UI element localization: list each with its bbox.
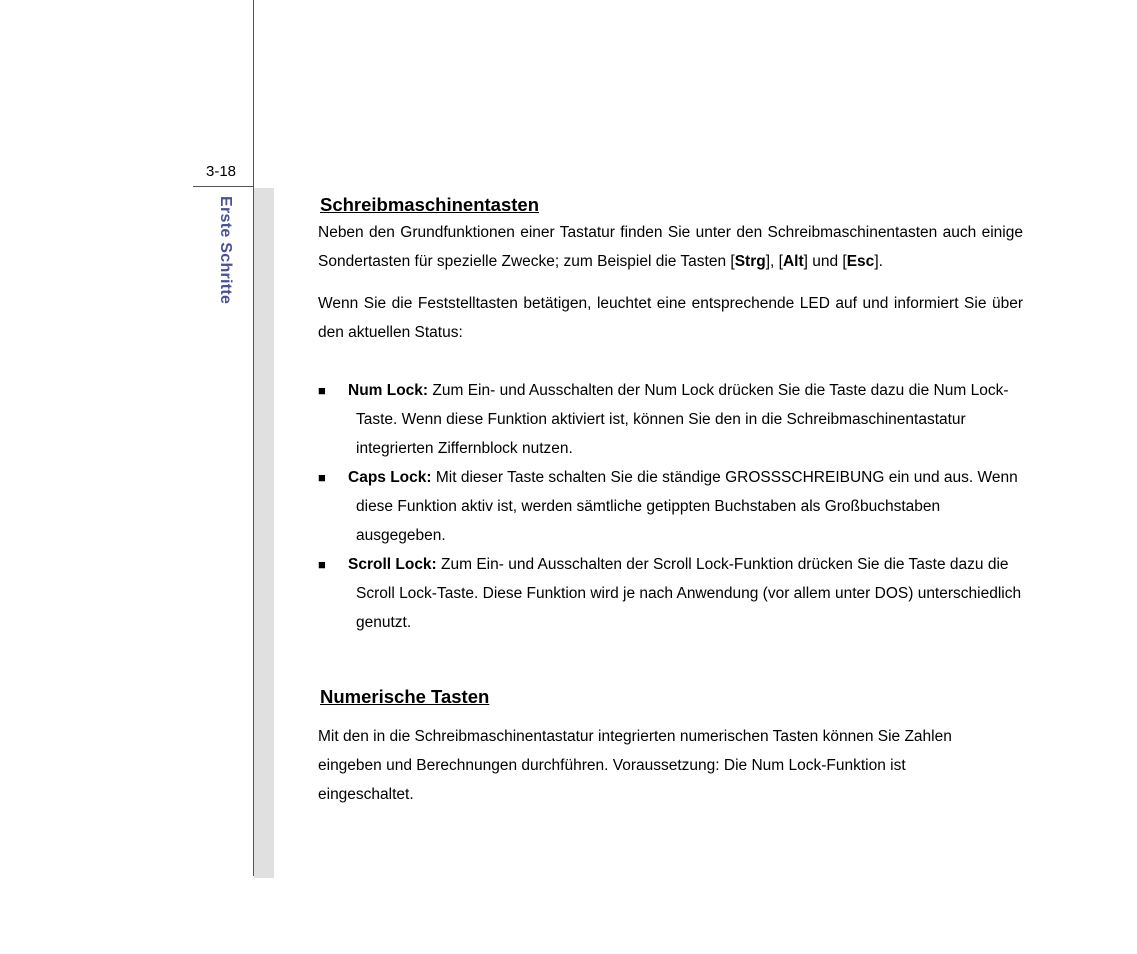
- list-item-text: Mit dieser Taste schalten Sie die ständige GROSSSCHREIBUNG ein und aus.: [431, 469, 974, 486]
- list-item-caps-lock: [318, 463, 1023, 550]
- square-bullet-icon: ■: [318, 383, 326, 398]
- list-item-text: Zum Ein- und Ausschalten der Scroll Lock-Funktion drücken Sie die Taste dazu: [436, 556, 984, 573]
- intro-paragraph: [318, 218, 1023, 276]
- page-content: [318, 192, 1023, 809]
- intro-text: ] und [: [803, 253, 847, 270]
- lock-key-list: [318, 376, 1023, 637]
- square-bullet-icon: ■: [318, 557, 326, 572]
- list-item-text: die Scroll Lock-Taste. Diese Funktion wird je nach Anwendung (vor allem unter DOS) unterschiedlich genutzt.: [356, 556, 1022, 631]
- list-item-scroll-lock: [318, 550, 1023, 637]
- intro-text: Neben den Grundfunktionen einer Tastatur finden Sie unter den Schreibmaschinentasten auch einige Sondertasten für spezielle Zwecke; zum Beispiel die Tasten [: [318, 224, 1023, 270]
- square-bullet-icon: ■: [318, 470, 326, 485]
- numeric-paragraph: Mit den in die Schreibmaschinentastatur integrierten numerischen Tasten können Sie Zahlen eingeben und Berechnungen durchführen. Voraussetzung: Die Num Lock-Funktion ist eingeschaltet.: [318, 728, 952, 803]
- list-item-term: Scroll Lock:: [348, 556, 437, 573]
- list-item-text: Zum Ein- und Ausschalten der Num Lock drücken Sie die Taste dazu die Num: [428, 382, 967, 399]
- side-strip: [254, 188, 274, 878]
- intro-text: ].: [874, 253, 883, 270]
- page-number: 3-18: [206, 163, 237, 180]
- intro-text: ], [: [765, 253, 783, 270]
- status-paragraph: Wenn Sie die Feststelltasten betätigen, leuchtet eine entsprechende LED auf und informiert Sie über den aktuellen Status:: [318, 295, 1023, 341]
- list-item-num-lock: [318, 376, 1023, 463]
- list-item-term: Caps Lock:: [348, 469, 432, 486]
- list-item-text: Wenn diese Funktion aktiv ist, werden sämtliche getippten Buchstaben als Großbuchstaben ausgegeben.: [356, 469, 1018, 544]
- section-heading-schreibmaschinentasten: Schreibmaschinentasten: [320, 194, 539, 215]
- list-item-term: Num Lock:: [348, 382, 429, 399]
- page-number-rule: [193, 186, 253, 187]
- chapter-label: Erste Schritte: [217, 196, 234, 305]
- list-item-text: Lock-Taste. Wenn diese Funktion aktiviert ist, können Sie den in die Schreibmaschinentastatur integrierten Ziffernblock nutzen.: [356, 382, 1009, 457]
- key-strg: Strg: [734, 253, 766, 270]
- key-esc: Esc: [846, 253, 875, 270]
- section-heading-numerische-tasten: Numerische Tasten: [320, 686, 490, 707]
- key-alt: Alt: [782, 253, 804, 270]
